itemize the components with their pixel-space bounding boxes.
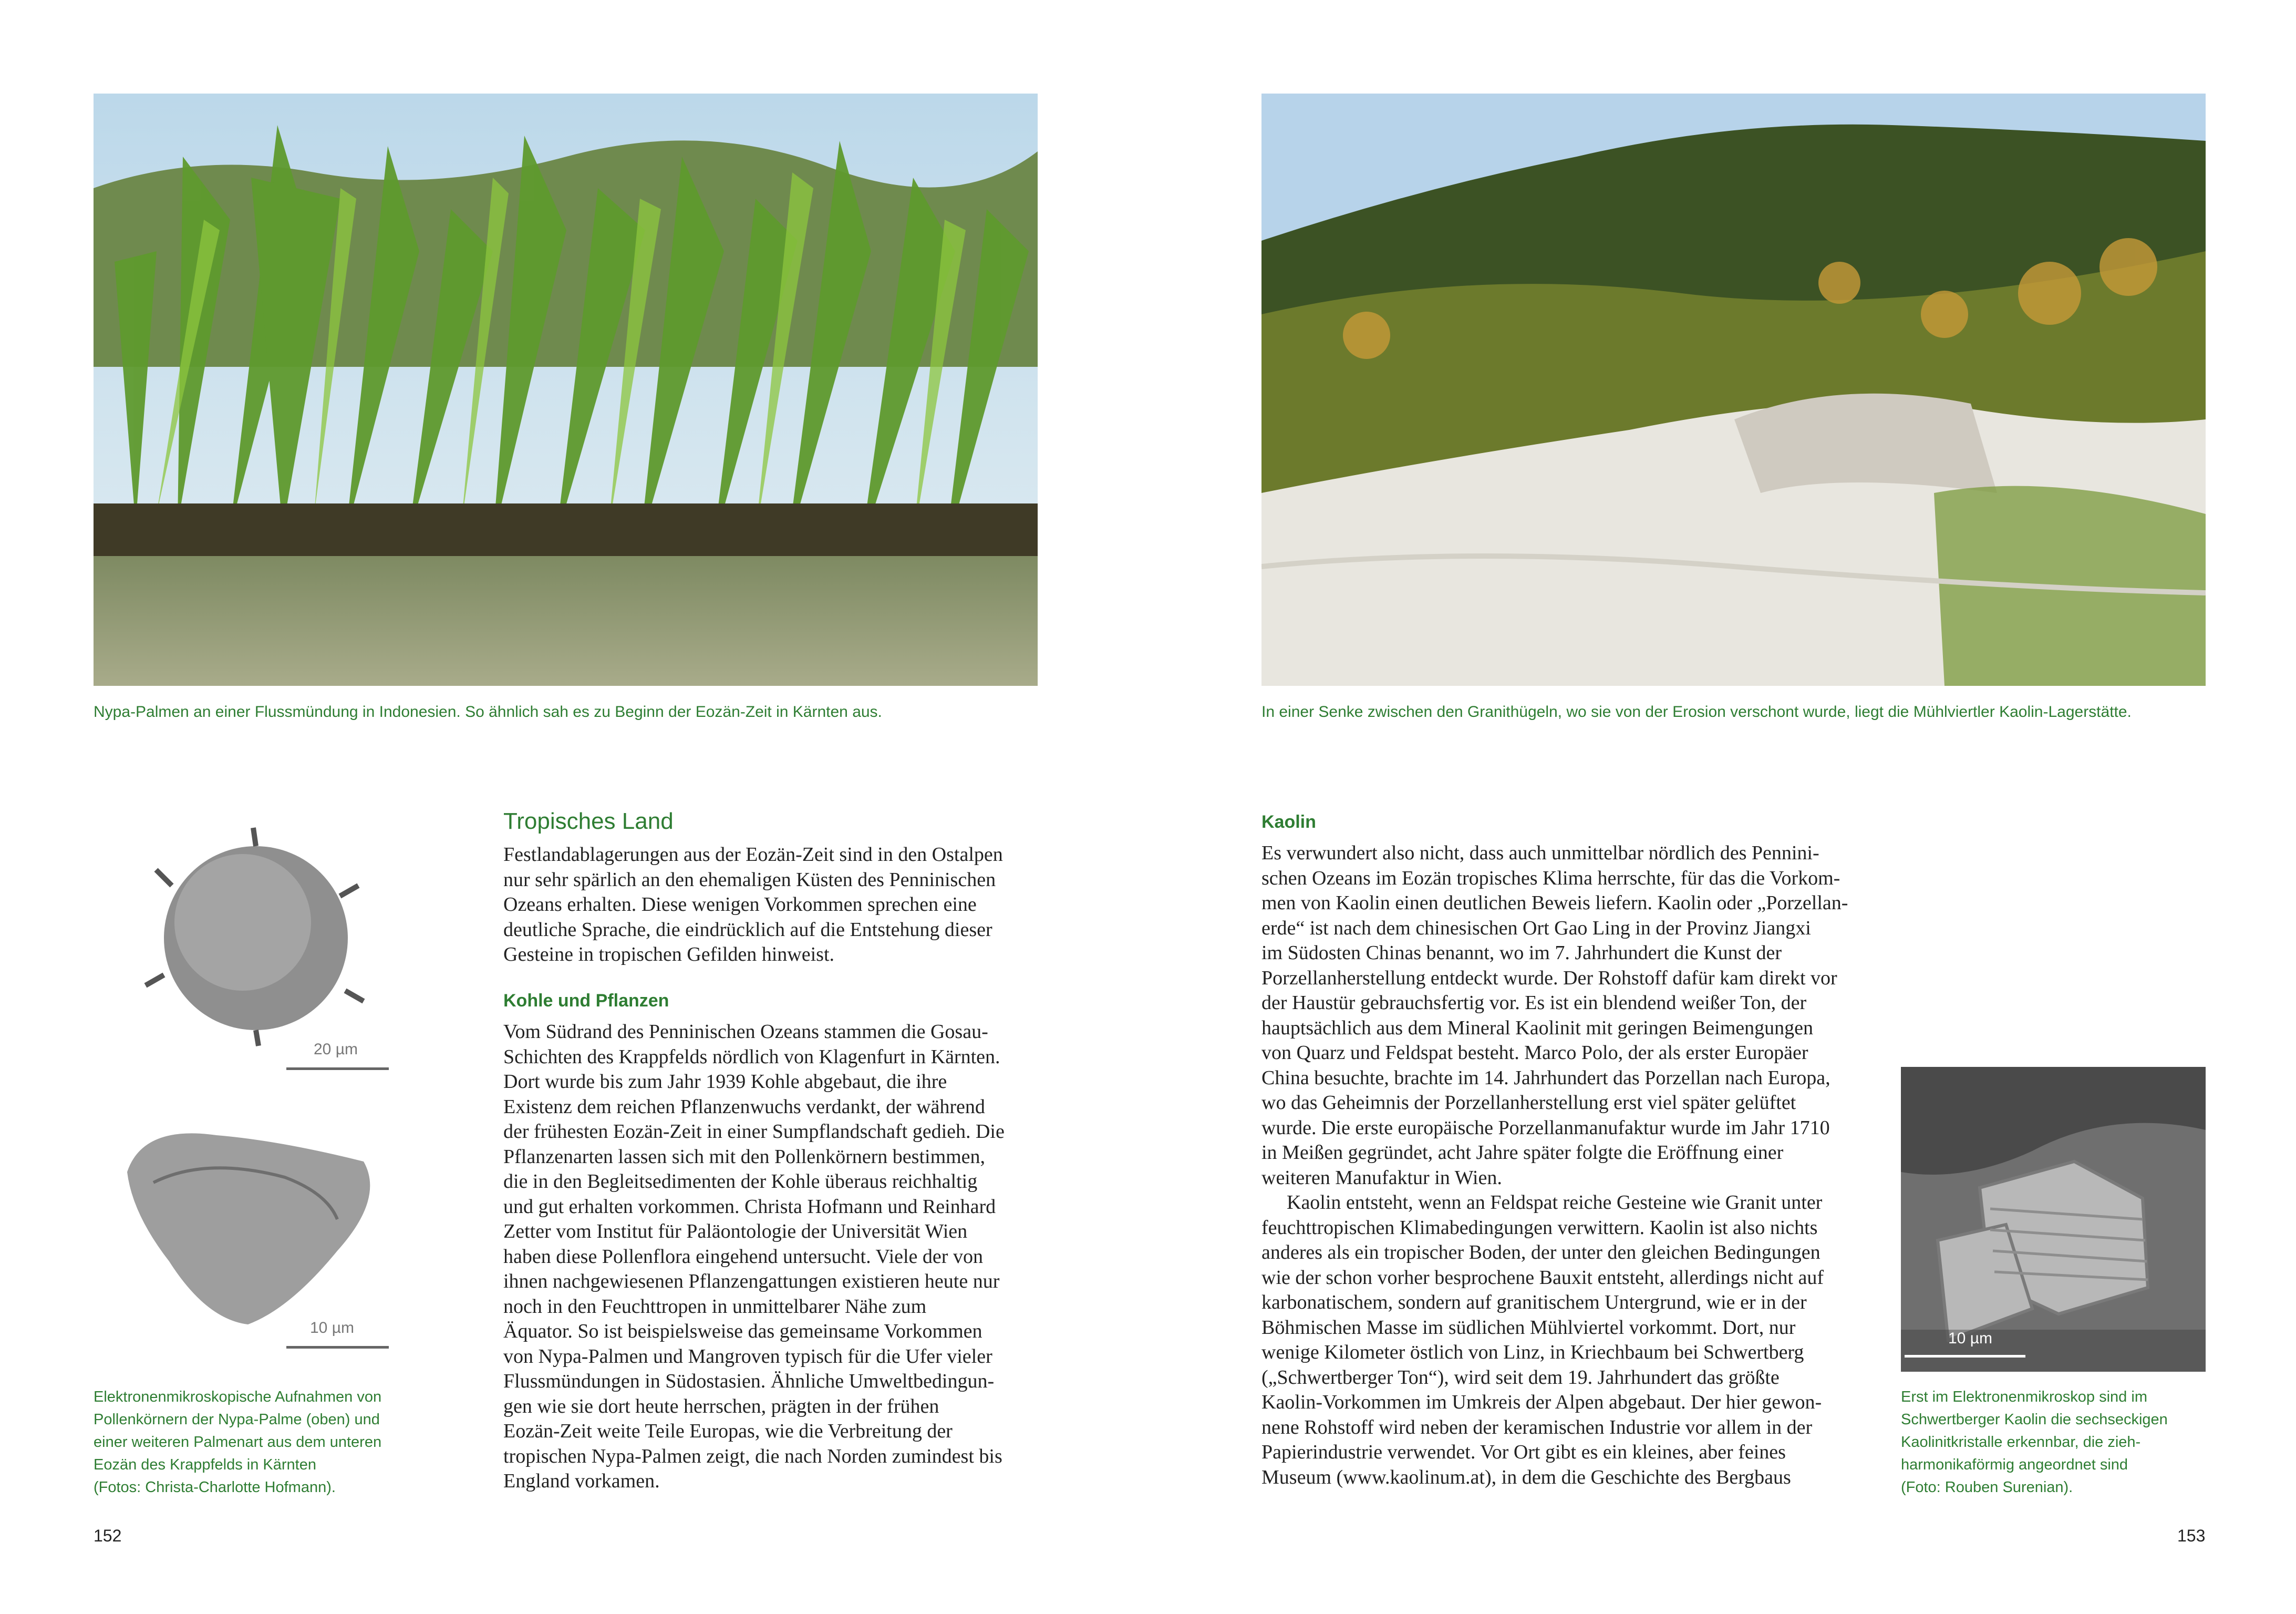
kohle-paragraph: Vom Südrand des Penninischen Ozeans stammen die Gosau- Schichten des Krappfelds nördlich von Klagenfurt in Kärnten. Dort wurde bis zum Jahr 1939 Kohle abgebaut, die ihre Existenz dem reichen Pflanzenwuchs verdankt, der während der frühesten Eozän-Zeit in einer Sumpflandschaft gedieh. Die Pflanzenarten lassen sich mit den Pollenkörnern bestimmen, die in den Begleitsedimenten der Kohle überaus reichhaltig und gut erhalten vorkommen. Christa Hofmann und Reinhard Zetter vom Institut für Paläontologie der Universität Wien haben diese Pollenflora eingehend untersucht. Viele der von ihnen nachgewiesenen Pflanzengattungen existieren heute nur noch in den Feuchttropen in unmittelbarer Nähe zum Äquator. So ist beispielsweise das gemeinsame Vorkommen von Nypa-Palmen und Mangroven typisch für die Ufer vieler Flussmündungen in Südostasien. Ähnliche Umweltbedingun- gen wie sie dort heute herrschen, prägten in der frühen Eozän-Zeit weite Teile Europas, wie die Verbreitung der tropischen Nypa-Palmen zeigt, die nach Norden zumindest bis England vorkamen. xyxy=(503,1021,1005,1492)
pollen-grain-palm-image xyxy=(111,1104,395,1335)
page-number-left: 152 xyxy=(94,1526,122,1545)
nypa-palm-photo xyxy=(94,94,1038,686)
kaolin-deposit-photo xyxy=(1261,94,2206,686)
palm-photo-caption: Nypa-Palmen an einer Flussmündung in Indonesien. So ähnlich sah es zu Beginn der Eozän-Zeit in Kärnten aus. xyxy=(94,703,882,721)
section-heading-tropisches-land: Tropisches Land xyxy=(503,808,674,834)
page-number-right: 153 xyxy=(2177,1526,2206,1545)
pollen-top-scale-label: 20 µm xyxy=(314,1041,358,1058)
pollen-top-scale-bar xyxy=(286,1067,389,1070)
pollen-bottom-scale-bar xyxy=(286,1346,389,1349)
micrograph-scale-bar xyxy=(1905,1355,2025,1358)
kaolin-text: Es verwundert also nicht, dass auch unmittelbar nördlich des Pennini- schen Ozeans im Eozän tropisches Klima herrschte, für das die Vorkom- men von Kaolin einen deutlichen Beweis liefern. Kaolin oder „Porzellan- erde“ ist nach dem chinesischen Ort Gao Ling in der Provinz Jiangxi im Südosten Chinas benannt, wo im 7. Jahrhundert die Kunst der Porzellanherstellung entdeckt wurde. Der Rohstoff dafür kam direkt vor der Haustür gebrauchsfertig vor. Es ist ein blendend weißer Ton, der hauptsächlich aus dem Mineral Kaolinit mit geringen Beimengungen von Quarz und Feldspat besteht. Marco Polo, der als erster Europäer China besuchte, brachte im 14. Jahrhundert das Porzellan nach Europa, wo das Geheimnis der Porzellanherstellung erst viel später gelüftet wurde. Die erste europäische Porzellanmanufaktur wurde im Jahr 1710 in Meißen gegründet, acht Jahre später folgte die Eröffnung einer weiteren Manufaktur in Wien. Kaolin entsteht, wenn an Feldspat reiche Gesteine wie Granit unter feuchttropischen Klimabedingungen verwittern. Kaolin ist also nichts anderes als ein tropischer Boden, der unter den gleichen Bedingungen wie der schon vorher besprochene Bauxit entsteht, allerdings nicht auf karbonatischem, sondern auf granitischem Untergrund, wie er in der Böhmischen Masse im südlichen Mühlviertel vorkommt. Dort, nur wenige Kilometer östlich von Linz, in Kriechbaum bei Schwertberg („Schwertberger Ton“), wird seit dem 19. Jahrhundert das größte Kaolin-Vorkommen im Umkreis der Alpen abgebaut. Der hier gewon- nene Rohstoff wird neben der keramischen Industrie vor allem in der Papierindustrie verwendet. Vor Ort gibt es ein kleines, aber feines Museum (www.kaolinum.at), in dem die Geschichte des Bergbaus xyxy=(1261,842,1848,1488)
intro-paragraph: Festlandablagerungen aus der Eozän-Zeit sind in den Ostalpen nur sehr spärlich an den ehemaligen Küsten des Penninischen Ozeans erhalten. Diese wenigen Vorkommen sprechen eine deutliche Sprache, die eindrücklich auf die Entstehung dieser Gesteine in tropischen Gefilden hinweist. xyxy=(503,844,1003,965)
pollen-grain-nypa-image xyxy=(111,817,395,1048)
micrograph-caption: Erst im Elektronenmikroskop sind im Schwertberger Kaolin die sechseckigen Kaolinitkristalle erkennbar, die zieh- harmonikaförmig angeordnet sind (Foto: Rouben Surenian). xyxy=(1901,1389,2168,1496)
pollen-caption: Elektronenmikroskopische Aufnahmen von Pollenkörnern der Nypa-Palme (oben) und einer weiteren Palmenart aus dem unteren Eozän des Krappfelds in Kärnten (Fotos: Christa-Charlotte Hofmann). xyxy=(94,1389,382,1496)
kaolin-photo-caption: In einer Senke zwischen den Granithügeln, wo sie von der Erosion verschont wurde, liegt die Mühlviertler Kaolin-Lagerstätte. xyxy=(1261,703,2132,721)
kaolinite-micrograph xyxy=(1901,1067,2206,1372)
subheading-kaolin: Kaolin xyxy=(1261,812,1316,832)
subheading-kohle-und-pflanzen: Kohle und Pflanzen xyxy=(503,991,669,1011)
micrograph-scale-label: 10 µm xyxy=(1948,1330,1992,1347)
pollen-bottom-scale-label: 10 µm xyxy=(310,1319,354,1337)
